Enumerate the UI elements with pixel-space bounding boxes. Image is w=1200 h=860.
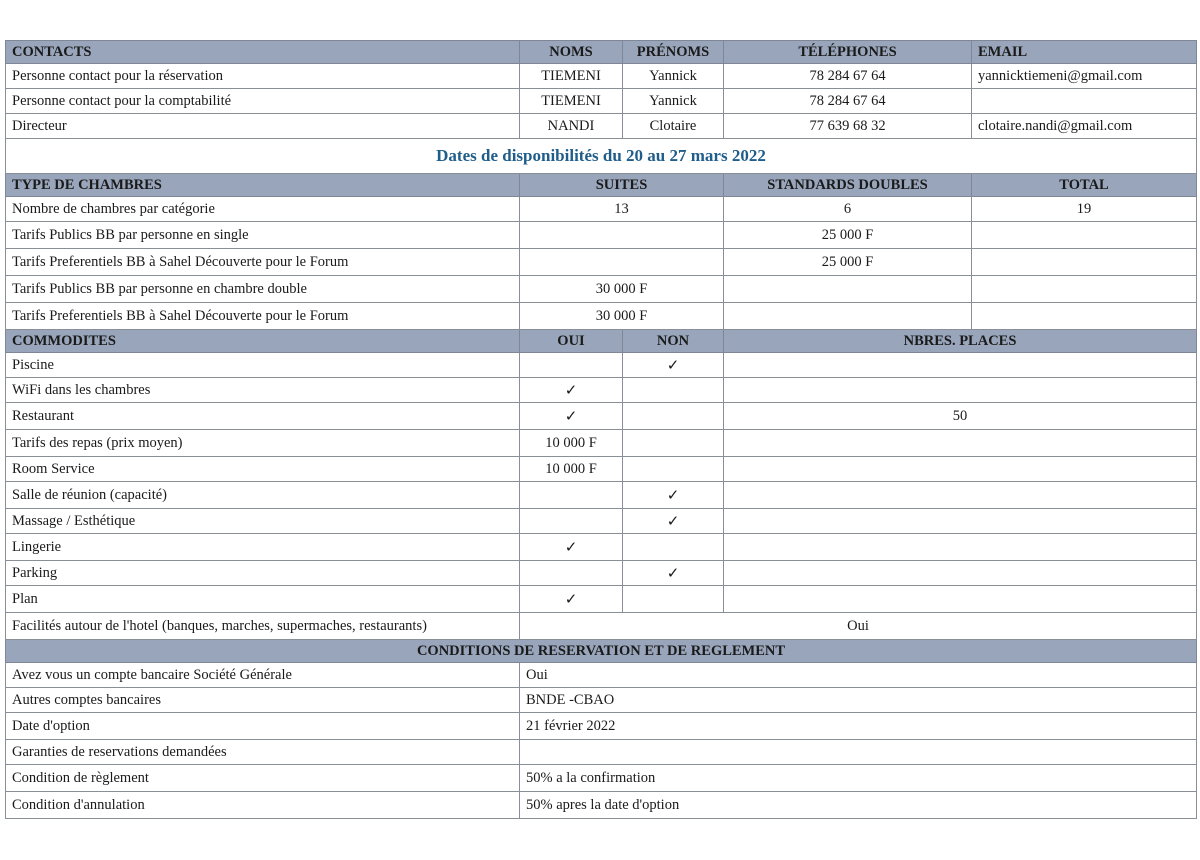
email-header: EMAIL (972, 41, 1197, 64)
prenoms-header: PRÉNOMS (623, 41, 724, 64)
condition-label: Condition d'annulation (6, 792, 520, 819)
noms-header: NOMS (520, 41, 623, 64)
amenity-oui (520, 482, 623, 509)
amenity-label: Massage / Esthétique (6, 509, 520, 534)
room-label: Tarifs Publics BB par personne en chambre double (6, 276, 520, 303)
condition-value: 21 février 2022 (520, 713, 1197, 740)
room-total-value (972, 276, 1197, 303)
rooms-header-row (6, 174, 1197, 197)
room-standards-value: 25 000 F (724, 249, 972, 276)
room-standards-value (724, 276, 972, 303)
total-header: TOTAL (972, 174, 1197, 197)
amenity-label: Room Service (6, 457, 520, 482)
contact-telephone: 77 639 68 32 (724, 114, 972, 139)
condition-row (6, 688, 1197, 713)
room-row (6, 249, 1197, 276)
amenity-label: Salle de réunion (capacité) (6, 482, 520, 509)
contact-row (6, 64, 1197, 89)
amenity-places (724, 430, 1197, 457)
amenity-row (6, 378, 1197, 403)
contacts-header-row (6, 41, 1197, 64)
condition-value: 50% apres la date d'option (520, 792, 1197, 819)
facilities-value: Oui (520, 613, 1197, 640)
amenity-label: WiFi dans les chambres (6, 378, 520, 403)
amenity-non (623, 378, 724, 403)
room-suites-value (520, 249, 724, 276)
room-suites-value: 30 000 F (520, 303, 724, 330)
amenity-non: ✓ (623, 561, 724, 586)
amenity-row (6, 457, 1197, 482)
amenity-places (724, 482, 1197, 509)
contact-role: Personne contact pour la comptabilité (6, 89, 520, 114)
condition-label: Autres comptes bancaires (6, 688, 520, 713)
amenity-oui (520, 509, 623, 534)
condition-value (520, 740, 1197, 765)
amenity-label: Plan (6, 586, 520, 613)
condition-row (6, 663, 1197, 688)
amenity-non (623, 403, 724, 430)
amenity-row (6, 561, 1197, 586)
room-row (6, 222, 1197, 249)
room-label: Nombre de chambres par catégorie (6, 197, 520, 222)
non-header: NON (623, 330, 724, 353)
amenity-places: 50 (724, 403, 1197, 430)
condition-row (6, 713, 1197, 740)
contact-prenom: Yannick (623, 89, 724, 114)
condition-label: Avez vous un compte bancaire Société Générale (6, 663, 520, 688)
room-type-header: TYPE DE CHAMBRES (6, 174, 520, 197)
condition-value: 50% a la confirmation (520, 765, 1197, 792)
room-standards-value: 6 (724, 197, 972, 222)
contact-prenom: Clotaire (623, 114, 724, 139)
amenity-label: Parking (6, 561, 520, 586)
contact-email: yannicktiemeni@gmail.com (972, 64, 1197, 89)
room-label: Tarifs Preferentiels BB à Sahel Découverte pour le Forum (6, 303, 520, 330)
amenity-label: Piscine (6, 353, 520, 378)
condition-row (6, 740, 1197, 765)
contact-email (972, 89, 1197, 114)
amenity-oui (520, 353, 623, 378)
amenity-places (724, 586, 1197, 613)
contact-prenom: Yannick (623, 64, 724, 89)
contact-role: Directeur (6, 114, 520, 139)
telephones-header: TÉLÉPHONES (724, 41, 972, 64)
amenity-non (623, 430, 724, 457)
amenity-row (6, 586, 1197, 613)
room-standards-value (724, 303, 972, 330)
places-header: NBRES. PLACES (724, 330, 1197, 353)
room-row (6, 303, 1197, 330)
condition-value: Oui (520, 663, 1197, 688)
amenities-header-row (6, 330, 1197, 353)
standards-doubles-header: STANDARDS DOUBLES (724, 174, 972, 197)
amenity-row (6, 509, 1197, 534)
amenity-row (6, 353, 1197, 378)
commodites-header: COMMODITES (6, 330, 520, 353)
suites-header: SUITES (520, 174, 724, 197)
condition-label: Date d'option (6, 713, 520, 740)
amenity-places (724, 457, 1197, 482)
room-label: Tarifs Publics BB par personne en single (6, 222, 520, 249)
contact-nom: TIEMENI (520, 64, 623, 89)
condition-label: Condition de règlement (6, 765, 520, 792)
room-total-value (972, 222, 1197, 249)
room-total-value (972, 303, 1197, 330)
contacts-header: CONTACTS (6, 41, 520, 64)
amenity-oui: ✓ (520, 403, 623, 430)
amenity-places (724, 353, 1197, 378)
amenity-label: Tarifs des repas (prix moyen) (6, 430, 520, 457)
amenity-oui: ✓ (520, 534, 623, 561)
amenity-non (623, 457, 724, 482)
room-row (6, 197, 1197, 222)
amenity-row (6, 534, 1197, 561)
amenity-places (724, 561, 1197, 586)
amenity-oui: 10 000 F (520, 457, 623, 482)
contact-nom: NANDI (520, 114, 623, 139)
conditions-header-row (6, 640, 1197, 663)
condition-value: BNDE -CBAO (520, 688, 1197, 713)
contact-row (6, 89, 1197, 114)
contact-nom: TIEMENI (520, 89, 623, 114)
amenity-non: ✓ (623, 509, 724, 534)
contact-email: clotaire.nandi@gmail.com (972, 114, 1197, 139)
hotel-info-table (5, 40, 1197, 819)
oui-header: OUI (520, 330, 623, 353)
availability-title: Dates de disponibilités du 20 au 27 mars 2022 (6, 139, 1197, 174)
room-total-value (972, 249, 1197, 276)
amenity-row (6, 430, 1197, 457)
amenity-non (623, 586, 724, 613)
amenity-oui: ✓ (520, 586, 623, 613)
condition-row (6, 792, 1197, 819)
amenity-places (724, 378, 1197, 403)
amenity-non: ✓ (623, 482, 724, 509)
amenity-places (724, 534, 1197, 561)
amenity-row (6, 482, 1197, 509)
room-suites-value (520, 222, 724, 249)
room-label: Tarifs Preferentiels BB à Sahel Découverte pour le Forum (6, 249, 520, 276)
facilities-row (6, 613, 1197, 640)
room-total-value: 19 (972, 197, 1197, 222)
facilities-label: Facilités autour de l'hotel (banques, marches, supermaches, restaurants) (6, 613, 520, 640)
room-row (6, 276, 1197, 303)
amenity-label: Lingerie (6, 534, 520, 561)
contact-telephone: 78 284 67 64 (724, 89, 972, 114)
contact-role: Personne contact pour la réservation (6, 64, 520, 89)
condition-label: Garanties de reservations demandées (6, 740, 520, 765)
amenity-oui (520, 561, 623, 586)
conditions-header: CONDITIONS DE RESERVATION ET DE REGLEMENT (6, 640, 1197, 663)
amenity-non: ✓ (623, 353, 724, 378)
amenity-oui: ✓ (520, 378, 623, 403)
amenity-oui: 10 000 F (520, 430, 623, 457)
room-standards-value: 25 000 F (724, 222, 972, 249)
amenity-places (724, 509, 1197, 534)
contact-row (6, 114, 1197, 139)
amenity-label: Restaurant (6, 403, 520, 430)
availability-row (6, 139, 1197, 174)
room-suites-value: 30 000 F (520, 276, 724, 303)
amenity-row (6, 403, 1197, 430)
room-suites-value: 13 (520, 197, 724, 222)
amenity-non (623, 534, 724, 561)
condition-row (6, 765, 1197, 792)
contact-telephone: 78 284 67 64 (724, 64, 972, 89)
